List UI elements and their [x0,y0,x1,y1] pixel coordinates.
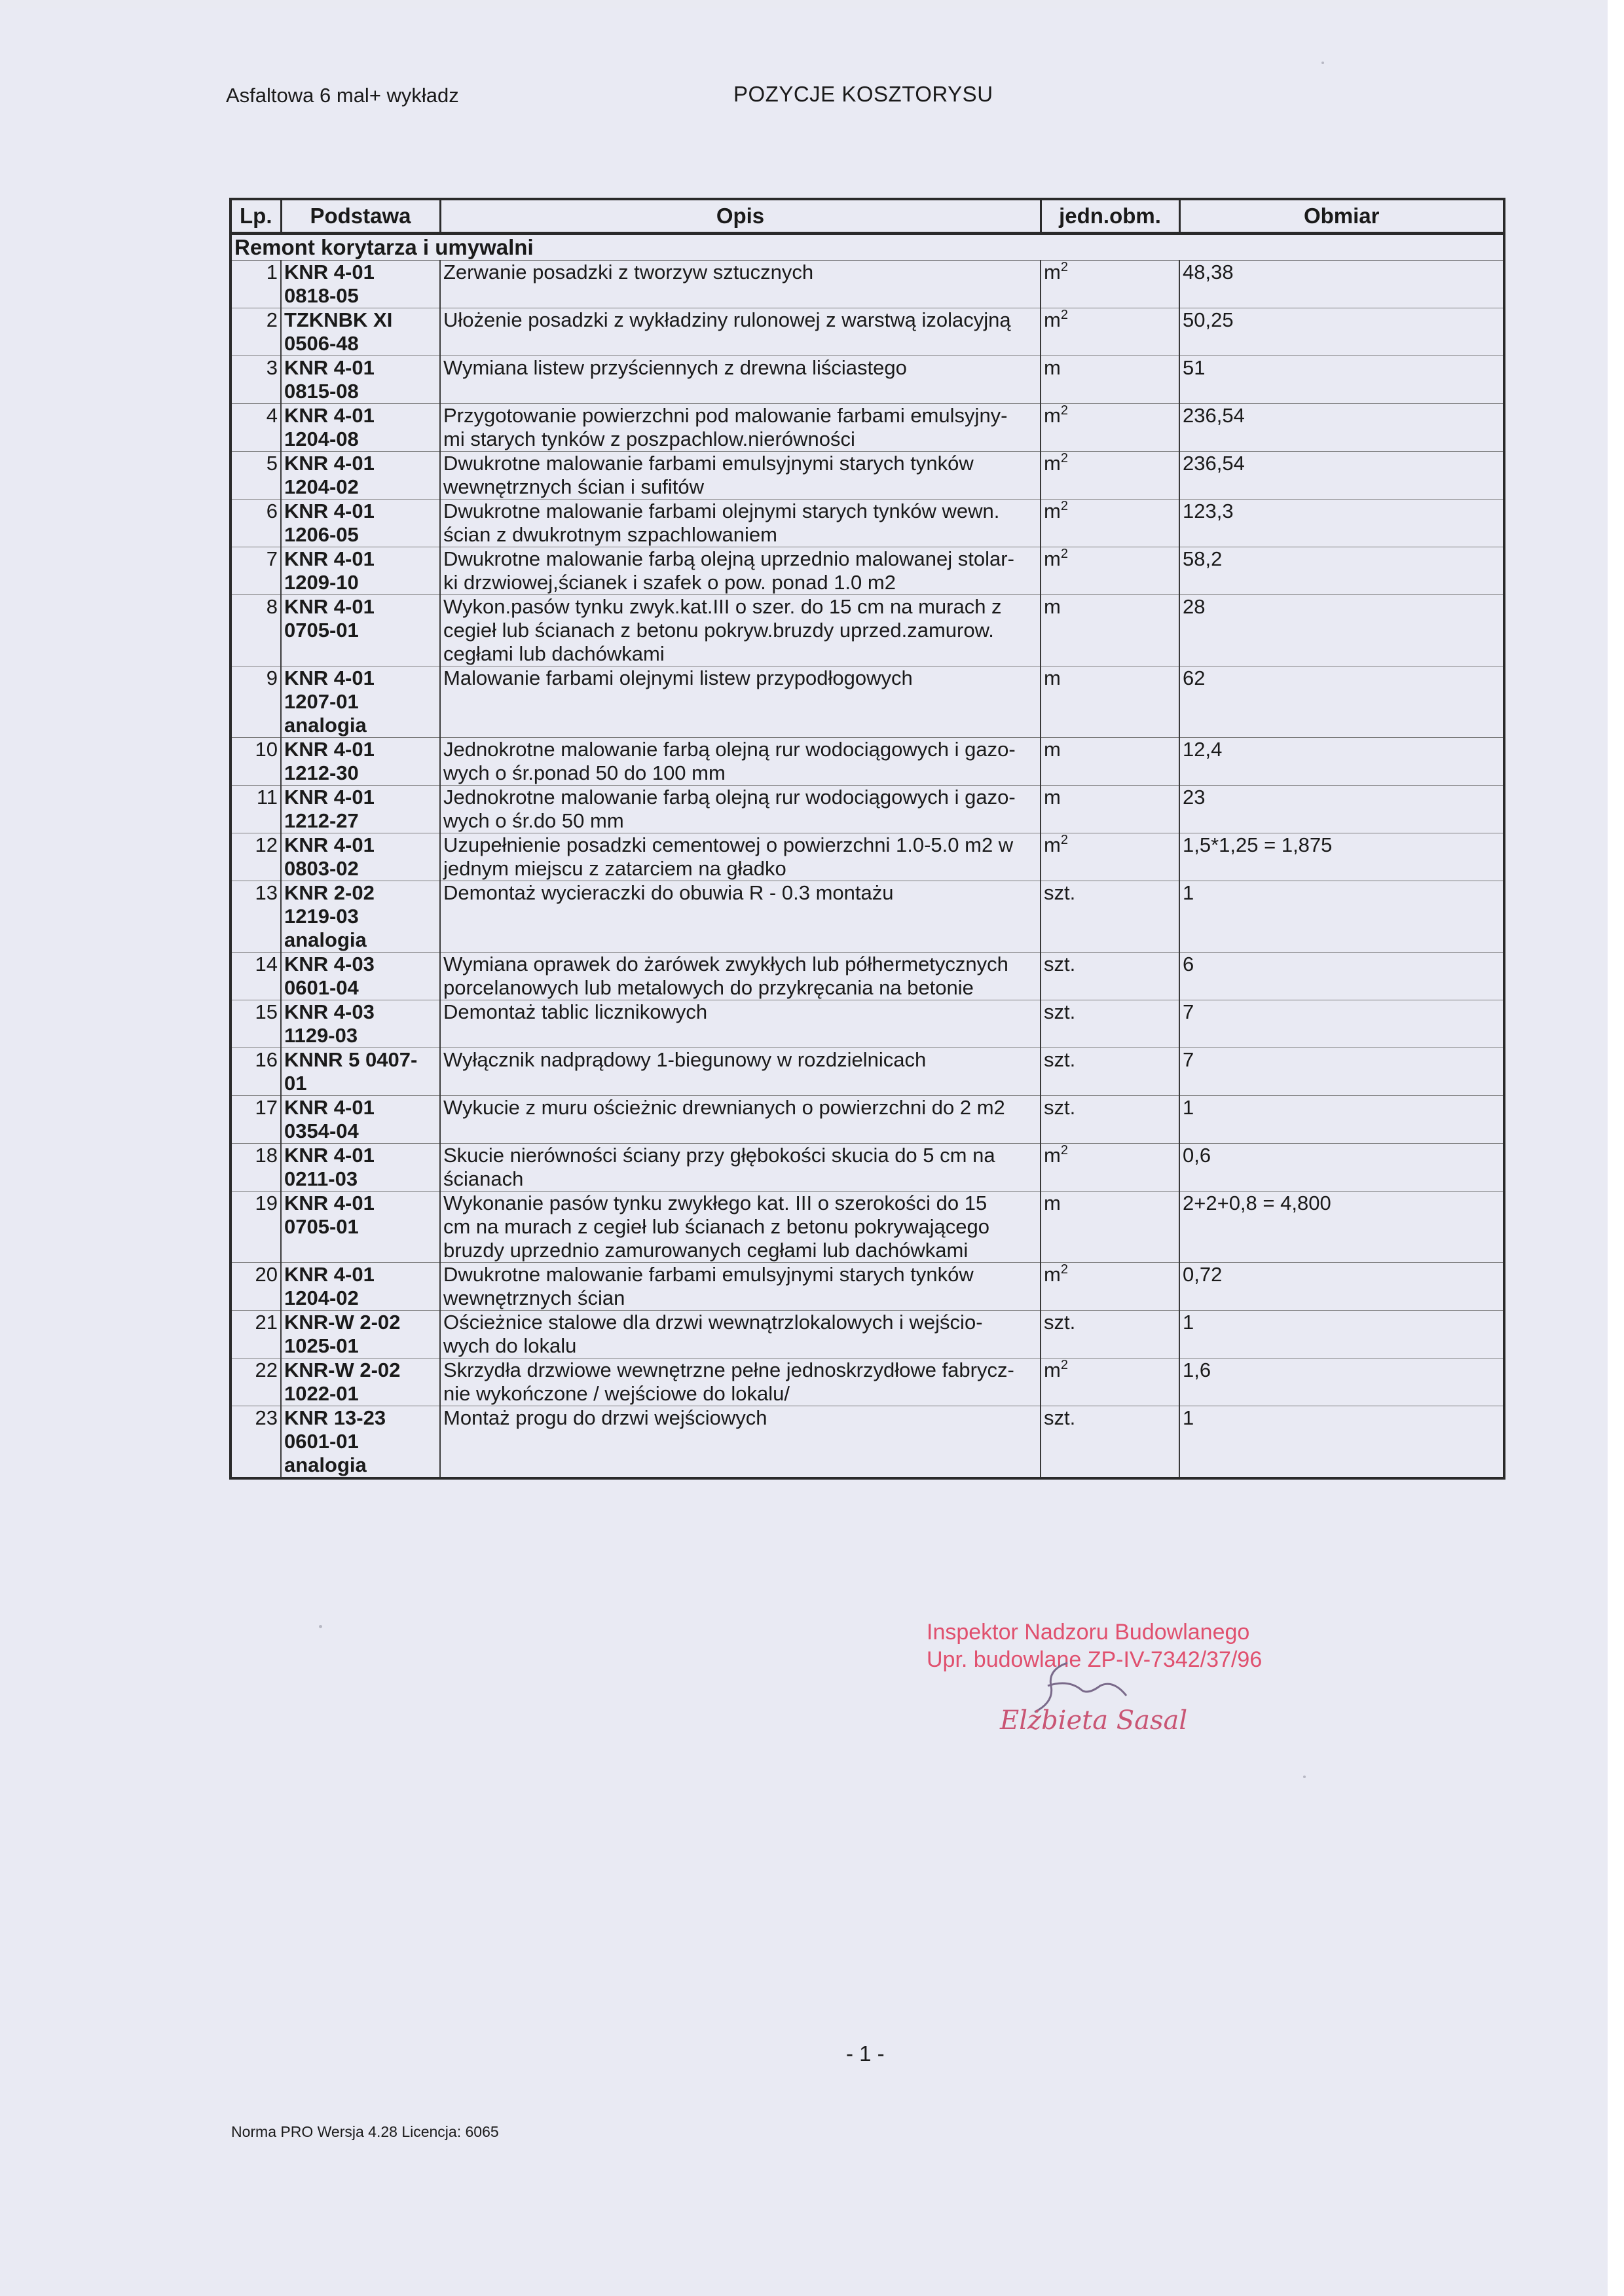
unit-exponent: 2 [1060,1262,1068,1277]
row-unit: $m^2$ [1041,1144,1179,1192]
row-unit: m [1041,1192,1179,1263]
row-unit: $m^2$ [1041,1263,1179,1311]
row-quantity: 48,38 [1179,261,1504,308]
table-row [231,452,1504,500]
row-description: Dwukrotne malowanie farbami emulsyjnymi starych tynków wewnętrznych ścian [440,1263,1041,1311]
row-number: 21 [231,1311,281,1358]
row-unit: $m^2$ [1041,261,1179,308]
row-quantity: 58,2 [1179,547,1504,595]
row-number: 13 [231,881,281,953]
row-basis: KNR 4-01 0815-08 [281,356,440,404]
row-unit: $m^2$ [1041,404,1179,452]
row-description: Zerwanie posadzki z tworzyw sztucznych [440,261,1041,308]
row-unit: szt. [1041,881,1179,953]
row-description: Malowanie farbami olejnymi listew przypodłogowych [440,666,1041,738]
column-header-lp: Lp. [231,199,281,234]
column-header-quantity: Obmiar [1179,199,1504,234]
table-row [231,1144,1504,1192]
row-unit: szt. [1041,1048,1179,1096]
table-row [231,1096,1504,1144]
table-row [231,1406,1504,1479]
row-number: 1 [231,261,281,308]
row-description: Wykucie z muru ościeżnic drewnianych o powierzchni do 2 m2 [440,1096,1041,1144]
row-number: 18 [231,1144,281,1192]
row-number: 6 [231,500,281,547]
row-basis: KNR 2-02 1219-03 analogia [281,881,440,953]
row-description: Montaż progu do drzwi wejściowych [440,1406,1041,1479]
table-row [231,786,1504,833]
row-basis: KNR 4-01 0211-03 [281,1144,440,1192]
unit-exponent: 2 [1060,499,1068,513]
row-number: 19 [231,1192,281,1263]
row-description: Wykonanie pasów tynku zwykłego kat. III o szerokości do 15 cm na murach z cegieł lub ścianach z betonu pokrywającego bruzdy uprzednio zamurowanych cegłami lub dachówkami [440,1192,1041,1263]
row-unit: $m^2$ [1041,500,1179,547]
unit-exponent: 2 [1060,260,1068,274]
row-number: 11 [231,786,281,833]
row-description: Demontaż tablic licznikowych [440,1000,1041,1048]
unit-exponent: 2 [1060,1358,1068,1372]
row-quantity: 23 [1179,786,1504,833]
table-row [231,1000,1504,1048]
row-number: 2 [231,308,281,356]
row-quantity: 50,25 [1179,308,1504,356]
table-row [231,595,1504,666]
row-quantity: 1 [1179,1406,1504,1479]
row-basis: KNR 4-01 1206-05 [281,500,440,547]
table-row [231,1048,1504,1096]
row-basis: KNR 4-03 1129-03 [281,1000,440,1048]
table-header-row [231,199,1504,234]
row-number: 3 [231,356,281,404]
row-description: Demontaż wycieraczki do obuwia R - 0.3 montażu [440,881,1041,953]
table-row [231,356,1504,404]
row-description: Uzupełnienie posadzki cementowej o powierzchni 1.0-5.0 m2 w jednym miejscu z zatarciem na gładko [440,833,1041,881]
stamp-license: Upr. budowlane ZP-IV-7342/37/96 [927,1647,1263,1672]
scan-speck [1303,1776,1306,1778]
row-number: 9 [231,666,281,738]
row-description: Skrzydła drzwiowe wewnętrzne pełne jednoskrzydłowe fabrycz- nie wykończone / wejściowe do lokalu/ [440,1358,1041,1406]
row-quantity: 28 [1179,595,1504,666]
row-description: Jednokrotne malowanie farbą olejną rur wodociągowych i gazo- wych o śr.do 50 mm [440,786,1041,833]
row-quantity: 2+2+0,8 = 4,800 [1179,1192,1504,1263]
unit-exponent: 2 [1060,833,1068,847]
row-unit: m [1041,738,1179,786]
table-row [231,1311,1504,1358]
row-basis: KNR 4-03 0601-04 [281,953,440,1000]
page-number: - 1 - [846,2041,885,2066]
row-description: Jednokrotne malowanie farbą olejną rur wodociągowych i gazo- wych o śr.ponad 50 do 100 mm [440,738,1041,786]
row-unit: m [1041,786,1179,833]
row-quantity: 236,54 [1179,452,1504,500]
row-basis: KNR-W 2-02 1022-01 [281,1358,440,1406]
row-quantity: 7 [1179,1000,1504,1048]
stamp-name: Elżbieta Sasal [1000,1705,1188,1736]
table-row [231,308,1504,356]
row-unit: szt. [1041,1000,1179,1048]
row-basis: KNNR 5 0407- 01 [281,1048,440,1096]
table-row [231,404,1504,452]
row-description: Przygotowanie powierzchni pod malowanie farbami emulsyjny- mi starych tynków z poszpachlow.nierówności [440,404,1041,452]
table-row [231,1358,1504,1406]
row-unit: $m^2$ [1041,833,1179,881]
row-number: 22 [231,1358,281,1406]
row-basis: KNR 4-01 1204-02 [281,1263,440,1311]
row-quantity: 0,72 [1179,1263,1504,1311]
table-row [231,1263,1504,1311]
row-description: Ułożenie posadzki z wykładziny rulonowej z warstwą izolacyjną [440,308,1041,356]
row-number: 12 [231,833,281,881]
software-footer: Norma PRO Wersja 4.28 Licencja: 6065 [231,2123,499,2140]
row-unit: szt. [1041,953,1179,1000]
row-unit: szt. [1041,1096,1179,1144]
row-basis: KNR 4-01 1204-02 [281,452,440,500]
scan-speck [1321,62,1324,64]
row-description: Wyłącznik nadprądowy 1-biegunowy w rozdzielnicach [440,1048,1041,1096]
row-basis: KNR-W 2-02 1025-01 [281,1311,440,1358]
row-quantity: 62 [1179,666,1504,738]
row-quantity: 1 [1179,1096,1504,1144]
row-basis: TZKNBK XI 0506-48 [281,308,440,356]
row-number: 16 [231,1048,281,1096]
row-number: 15 [231,1000,281,1048]
row-unit: szt. [1041,1311,1179,1358]
row-unit: m [1041,356,1179,404]
table-row [231,547,1504,595]
row-description: Wykon.pasów tynku zwyk.kat.III o szer. do 15 cm na murach z cegieł lub ścianach z betonu pokryw.bruzdy uprzed.zamurow. cegłami lub dachówkami [440,595,1041,666]
estimate-table [229,198,1505,1480]
row-number: 8 [231,595,281,666]
row-number: 20 [231,1263,281,1311]
unit-exponent: 2 [1060,308,1068,322]
row-number: 7 [231,547,281,595]
row-description: Dwukrotne malowanie farbą olejną uprzednio malowanej stolar- ki drzwiowej,ścianek i szafek o pow. ponad 1.0 m2 [440,547,1041,595]
row-basis: KNR 4-01 1212-30 [281,738,440,786]
row-unit: szt. [1041,1406,1179,1479]
row-quantity: 1,6 [1179,1358,1504,1406]
table-row [231,833,1504,881]
row-basis: KNR 4-01 0705-01 [281,595,440,666]
row-unit: m [1041,666,1179,738]
unit-exponent: 2 [1060,403,1068,418]
row-description: Wymiana oprawek do żarówek zwykłych lub półhermetycznych porcelanowych lub metalowych do przykręcania na betonie [440,953,1041,1000]
row-basis: KNR 13-23 0601-01 analogia [281,1406,440,1479]
row-basis: KNR 4-01 1207-01 analogia [281,666,440,738]
stamp-title: Inspektor Nadzoru Budowlanego [927,1620,1250,1645]
table-row [231,953,1504,1000]
row-quantity: 12,4 [1179,738,1504,786]
row-quantity: 1,5*1,25 = 1,875 [1179,833,1504,881]
row-quantity: 236,54 [1179,404,1504,452]
table-row [231,881,1504,953]
row-unit: $m^2$ [1041,308,1179,356]
estimate-name: Asfaltowa 6 mal+ wykładz [226,84,459,107]
column-header-unit: jedn.obm. [1041,199,1179,234]
row-basis: KNR 4-01 1209-10 [281,547,440,595]
row-basis: KNR 4-01 0803-02 [281,833,440,881]
row-basis: KNR 4-01 1204-08 [281,404,440,452]
document-title: POZYCJE KOSZTORYSU [733,82,993,106]
row-unit: $m^2$ [1041,1358,1179,1406]
row-unit: $m^2$ [1041,452,1179,500]
column-header-description: Opis [440,199,1041,234]
row-unit: $m^2$ [1041,547,1179,595]
row-description: Skucie nierówności ściany przy głębokości skucia do 5 cm na ścianach [440,1144,1041,1192]
row-quantity: 123,3 [1179,500,1504,547]
row-quantity: 1 [1179,881,1504,953]
scan-speck [319,1625,322,1628]
row-number: 10 [231,738,281,786]
row-number: 5 [231,452,281,500]
row-number: 23 [231,1406,281,1479]
row-number: 14 [231,953,281,1000]
row-quantity: 1 [1179,1311,1504,1358]
section-title: Remont korytarza i umywalni [231,234,1504,261]
row-quantity: 51 [1179,356,1504,404]
row-quantity: 6 [1179,953,1504,1000]
row-number: 17 [231,1096,281,1144]
row-number: 4 [231,404,281,452]
table-row [231,1192,1504,1263]
table-row [231,261,1504,308]
row-description: Ościeżnice stalowe dla drzwi wewnątrzlokalowych i wejścio- wych do lokalu [440,1311,1041,1358]
unit-exponent: 2 [1060,1143,1068,1157]
row-description: Wymiana listew przyściennych z drewna liściastego [440,356,1041,404]
table-row [231,500,1504,547]
table-row [231,666,1504,738]
row-basis: KNR 4-01 0705-01 [281,1192,440,1263]
unit-exponent: 2 [1060,547,1068,561]
row-basis: KNR 4-01 1212-27 [281,786,440,833]
row-quantity: 0,6 [1179,1144,1504,1192]
scan-border [1608,0,1624,2296]
row-basis: KNR 4-01 0354-04 [281,1096,440,1144]
row-description: Dwukrotne malowanie farbami olejnymi starych tynków wewn. ścian z dwukrotnym szpachlowaniem [440,500,1041,547]
row-basis: KNR 4-01 0818-05 [281,261,440,308]
table-row [231,738,1504,786]
column-header-basis: Podstawa [281,199,440,234]
row-description: Dwukrotne malowanie farbami emulsyjnymi starych tynków wewnętrznych ścian i sufitów [440,452,1041,500]
unit-exponent: 2 [1060,451,1068,465]
row-quantity: 7 [1179,1048,1504,1096]
section-row [231,234,1504,261]
row-unit: m [1041,595,1179,666]
